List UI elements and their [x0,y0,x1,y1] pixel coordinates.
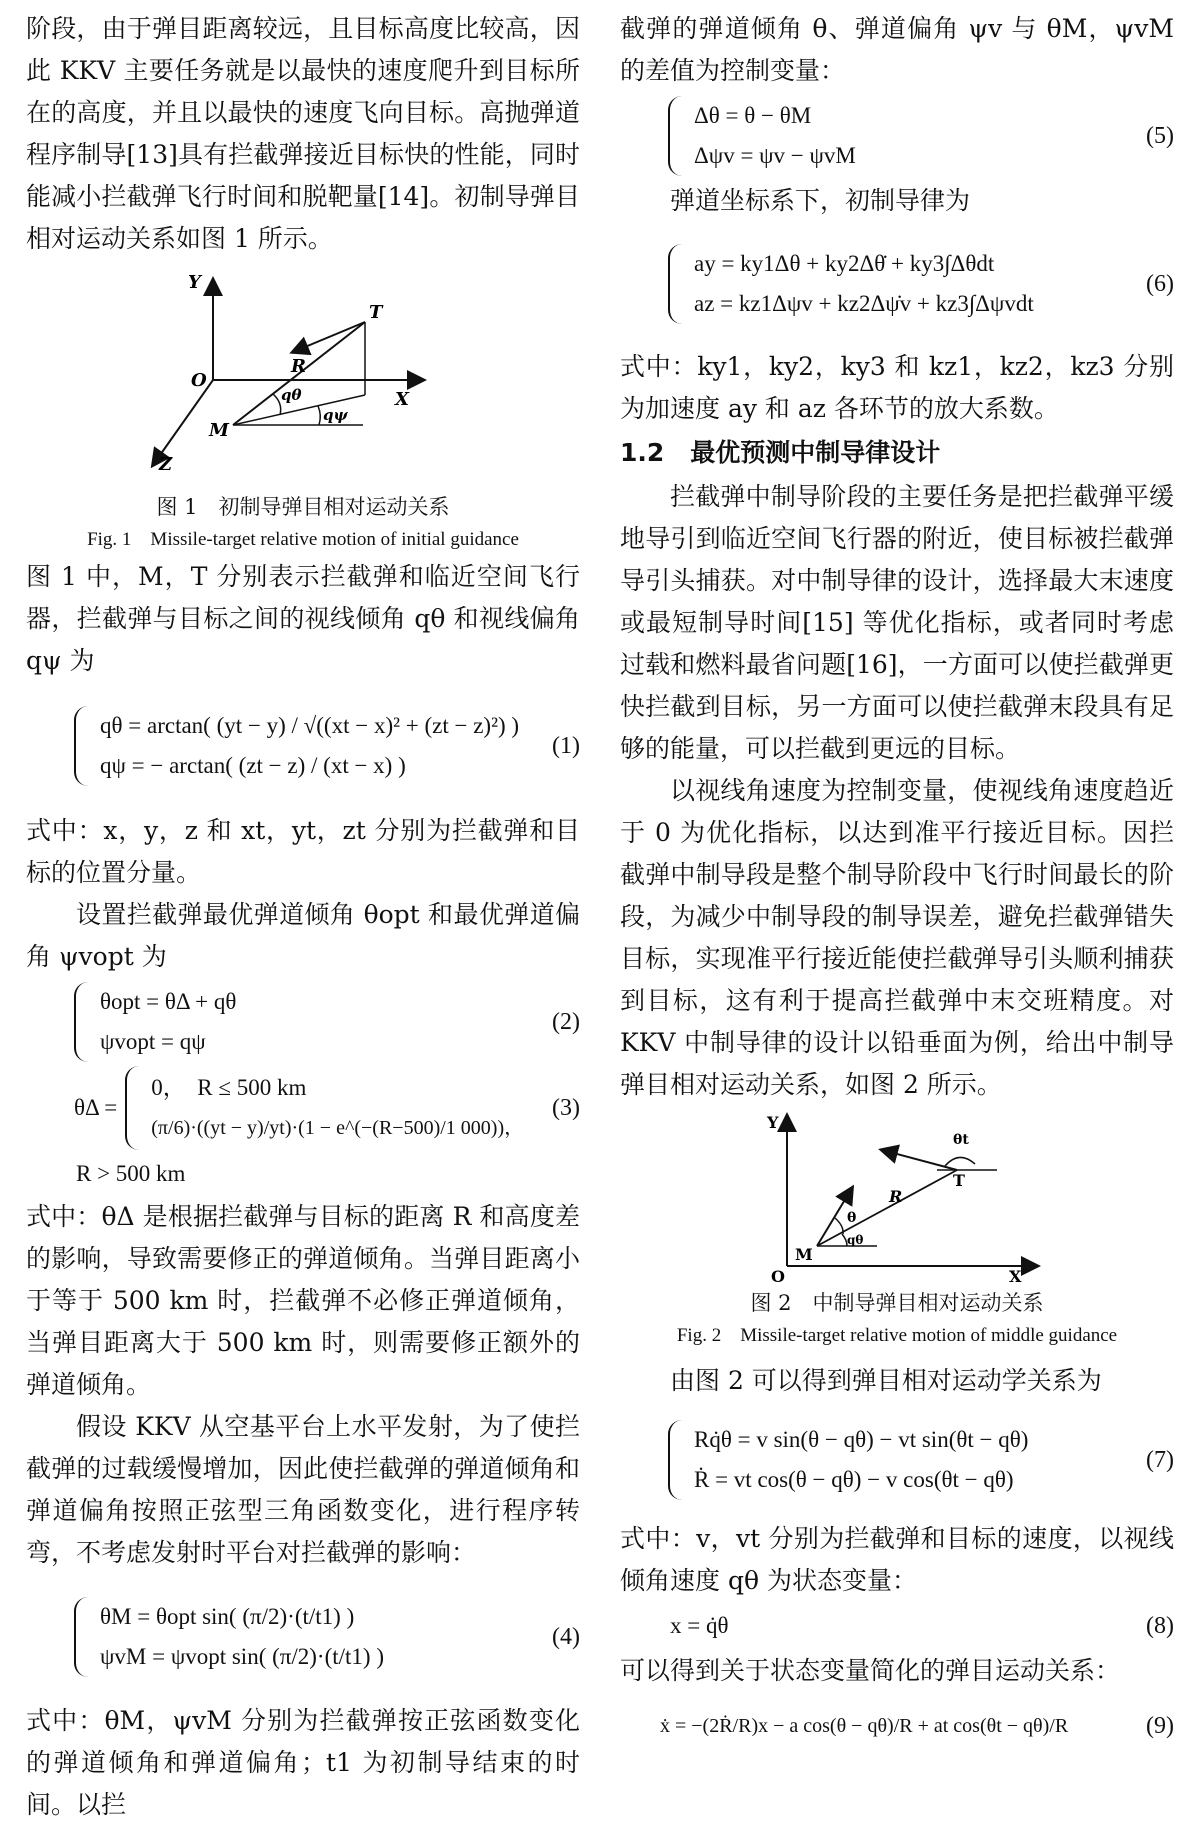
equation-number: (7) [1146,1446,1174,1473]
label-target: T [953,1171,965,1190]
paragraph: 拦截弹中制导阶段的主要任务是把拦截弹平缓地导引到临近空间飞行器的附近，使目标被拦截弹导引头捕获。对中制导律的设计，选择最大末速度或最短制导时间[15] 等优化指标，或者同时考虑过载和燃料最省问题[16]，一方面可以使拦截弹更快拦截到目标，另一方面可以使拦截弹末段具有足够的能量，可以拦截到更远的目标。 [620,482,1174,763]
axis-label-y: Y [767,1113,779,1132]
label-theta: θ [847,1210,857,1226]
equation-5 [620,96,1174,176]
paragraph: 阶段，由于弹目距离较远，且目标高度比较高，因此 KKV 主要任务就是以最快的速度爬升到目标所在的高度，并且以最快的速度飞向目标。高抛弹道程序制导[13]具有拦截弹接近目标快的性能，同时能减小拦截弹飞行时间和脱靶量[14]。初制导弹目相对运动关系如图 1 所示。 [26,14,580,253]
equation-3 [26,1066,580,1150]
label-missile: M [795,1245,813,1264]
left-column [26,8,580,1819]
section-title: 最优预测中制导律设计 [690,438,941,467]
equation-2 [26,982,580,1062]
equation-number: (9) [1146,1712,1174,1739]
equation-line: Ṙ = vt cos(θ − qθ) − v cos(θt − qθ) [694,1467,1014,1492]
equation-line: az = kz1Δψv + kz2Δψ̇v + kz3∫Δψvdt [694,291,1034,316]
label-q-psi: qψ [323,406,348,424]
figure-2-diagram [747,1106,1047,1286]
label-range: R [889,1187,903,1206]
paragraph: 设置拦截弹最优弹道倾角 θopt 和最优弹道偏角 ψvopt 为 [26,900,580,971]
section-heading [620,432,1174,474]
label-theta-t: θt [953,1132,969,1148]
axis-label-x: X [395,389,409,410]
axis-label-y: Y [188,272,201,293]
equation-number: (2) [552,1008,580,1035]
paragraph: 式中：v，vt 分别为拦截弹和目标的速度，以视线倾角速度 qθ 为状态变量： [620,1524,1174,1595]
paragraph: 图 1 中，M，T 分别表示拦截弹和临近空间飞行器，拦截弹与目标之间的视线倾角 qθ 和视线偏角 qψ 为 [26,562,580,675]
figure-2-caption-cn: 图 2 中制导弹目相对运动关系 [750,1291,1044,1315]
equation-lhs: θΔ = [74,1095,118,1120]
equation-9 [620,1706,1174,1746]
equation-line: ẋ = −(2Ṙ/R)x − a cos(θ − qθ)/R + at cos(θt − qθ)/R [660,1715,1069,1737]
paragraph: 弹道坐标系下，初制导律为 [670,186,971,215]
figure-1-caption-en: Fig. 1 Missile-target relative motion of initial guidance [87,529,519,550]
paragraph: 假设 KKV 从空基平台上水平发射，为了使拦截弹的过载缓慢增加，因此使拦截弹的弹道倾角和弹道偏角按照正弦型三角函数变化，进行程序转弯，不考虑发射时平台对拦截弹的影响： [26,1412,580,1567]
equation-line: θopt = θΔ + qθ [100,989,237,1014]
equation-line: Δθ = θ − θM [694,103,812,128]
right-column [620,8,1174,1739]
equation-7 [620,1406,1174,1514]
label-range: R [291,356,306,377]
equation-number: (3) [552,1094,580,1121]
paragraph: 由图 2 可以得到弹目相对运动学关系为 [670,1366,1102,1395]
label-origin: O [771,1267,785,1286]
label-q-theta: qθ [281,386,302,404]
equation-number: (5) [1146,122,1174,149]
paragraph: 以视线角速度为控制变量，使视线角速度趋近于 0 为优化指标，以达到准平行接近目标。因拦截弹中制导段是整个制导阶段中飞行时间最长的阶段，为减少中制导段的制导误差，避免拦截弹错失目标，实现准平行接近能使拦截弹导引头顺利捕获到目标，这有利于提高拦截弹中末交班精度。对 KKV 中制导律的设计以铅垂面为例，给出中制导弹目相对运动关系，如图 2 所示。 [620,776,1174,1099]
equation-line: qθ = arctan( (yt − y) / √((xt − x)² + (zt − z)²) ) [100,713,520,738]
equation-number: (1) [552,732,580,759]
equation-line: Rq̇θ = v sin(θ − qθ) − vt sin(θt − qθ) [694,1427,1029,1452]
paragraph: 截弹的弹道倾角 θ、弹道偏角 ψv 与 θM，ψvM 的差值为控制变量： [620,14,1174,85]
equation-line: ψvM = ψvopt sin( (π/2)·(t/t1) ) [100,1644,384,1669]
figure-2-caption-en: Fig. 2 Missile-target relative motion of middle guidance [676,1325,1118,1346]
equation-line: R > 500 km [76,1161,186,1186]
label-missile: M [209,420,229,441]
equation-number: (4) [552,1623,580,1650]
axis-label-z: Z [159,454,173,475]
equation-line: 0， R ≤ 500 km [151,1075,307,1100]
equation-line: (π/6)·((yt − y)/yt)·(1 − e^(−(R−500)/1 000))， [151,1117,525,1139]
equation-line: qψ = − arctan( (zt − z) / (xt − x) ) [100,753,406,778]
equation-1 [26,686,580,806]
label-target: T [369,302,383,323]
paragraph: 式中：ky1，ky2，ky3 和 kz1，kz2，kz3 分别为加速度 ay 和 az 各环节的放大系数。 [620,352,1174,423]
equation-line: x = q̇θ [670,1613,729,1638]
figure-1 [26,260,580,490]
equation-line: ψvopt = qψ [100,1029,206,1054]
figure-1-diagram [93,260,513,490]
equation-8 [620,1606,1174,1646]
equation-line: θM = θopt sin( (π/2)·(t/t1) ) [100,1604,355,1629]
figure-1-caption-cn: 图 1 初制导弹目相对运动关系 [156,495,450,519]
equation-line: Δψv = ψv − ψvM [694,143,856,168]
section-number: 1.2 [620,438,665,467]
equation-4 [26,1578,580,1696]
paragraph: 式中：θΔ 是根据拦截弹与目标的距离 R 和高度差的影响，导致需要修正的弹道倾角。当弹目距离小于等于 500 km 时，拦截弹不必修正弹道倾角，当弹目距离大于 500 km 时，则需要修正额外的弹道倾角。 [26,1202,580,1399]
label-origin: O [191,370,207,391]
label-q-theta: qθ [847,1233,864,1247]
equation-number: (6) [1146,270,1174,297]
equation-number: (8) [1146,1612,1174,1639]
paragraph: 可以得到关于状态变量简化的弹目运动关系： [620,1656,1121,1685]
paragraph: 式中：x，y，z 和 xt，yt，zt 分别为拦截弹和目标的位置分量。 [26,816,580,887]
equation-6 [620,226,1174,342]
axis-label-x: X [1009,1267,1022,1286]
paragraph: 式中：θM，ψvM 分别为拦截弹按正弦函数变化的弹道倾角和弹道偏角；t1 为初制导结束的时间。以拦 [26,1706,580,1819]
figure-2 [620,1106,1174,1286]
equation-line: ay = ky1Δθ + ky2Δθ̇ + ky3∫Δθdt [694,251,995,276]
